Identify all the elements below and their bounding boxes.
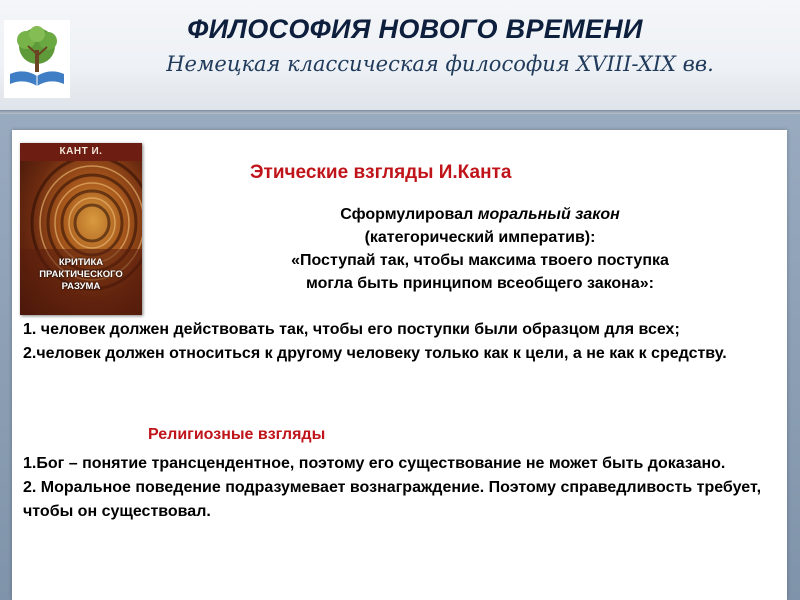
moral-law-line-3: «Поступай так, чтобы максима твоего поступка (291, 252, 669, 269)
moral-law-prefix: Сформулировал (340, 206, 478, 223)
moral-law-line-4: могла быть принципом всеобщего закона»: (306, 275, 654, 292)
religion-heading: Религиозные взгляды (148, 426, 326, 443)
moral-law-block (180, 203, 780, 295)
book-author: КАНТ И. (59, 146, 103, 157)
header-divider (0, 110, 800, 114)
ethics-points-list (23, 318, 783, 366)
religion-points-list (23, 452, 783, 524)
moral-law-line-2: (категорический императив): (364, 229, 596, 246)
tree-book-logo-icon (4, 20, 70, 98)
slide-subtitle: Немецкая классическая философия XVIII-XIX вв. (166, 52, 714, 76)
moral-law-term: моральный закон (477, 206, 620, 223)
religion-point: 1.Бог – понятие трансцендентное, поэтому его существование не может быть доказано. (23, 455, 726, 472)
ethics-point: 2.человек должен относиться к другому человеку только как к цели, а не как к средству. (23, 345, 727, 362)
ethics-point: 1. человек должен действовать так, чтобы его поступки были образцом для всех; (23, 321, 680, 338)
moral-law-line-1 (180, 203, 780, 226)
ethics-heading: Этические взгляды И.Канта (250, 162, 512, 183)
religion-point: 2. Моральное поведение подразумевает вознаграждение. Поэтому справедливость требует, чтобы он существовал. (23, 479, 762, 520)
slide-title: ФИЛОСОФИЯ НОВОГО ВРЕМЕНИ (187, 14, 643, 44)
book-title: КРИТИКА ПРАКТИЧЕСКОГО РАЗУМА (39, 257, 123, 292)
book-cover-image (20, 143, 142, 315)
